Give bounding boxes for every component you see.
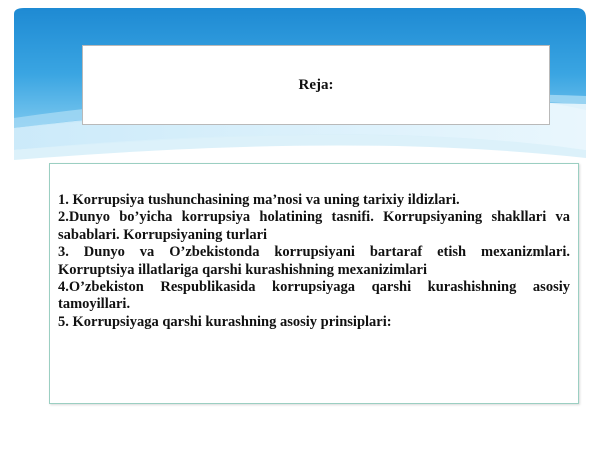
list-item: 1. Korrupsiya tushunchasining ma’nosi va uning tarixiy ildizlari. bbox=[58, 192, 460, 208]
list-item: 2.Dunyo bo’yicha korrupsiya holatining tasnifi. Korrupsiyaning shakllari va sabablari. Korrupsiyaning turlari bbox=[58, 209, 570, 243]
list-item: 3. Dunyo va O’zbekistonda korrupsiyani bartaraf etish mexanizmlari. Korruptsiya illatlariga qarshi kurashishning mexanizimlari bbox=[58, 244, 570, 278]
list-item: 4.O’zbekiston Respublikasida korrupsiyaga qarshi kurashishning asosiy tamoyillari. bbox=[58, 279, 570, 313]
content-box bbox=[49, 163, 579, 404]
slide-title: Reja: bbox=[298, 76, 334, 93]
list-item: 5. Korrupsiyaga qarshi kurashning asosiy prinsiplari: bbox=[58, 313, 392, 330]
title-box bbox=[82, 45, 550, 125]
